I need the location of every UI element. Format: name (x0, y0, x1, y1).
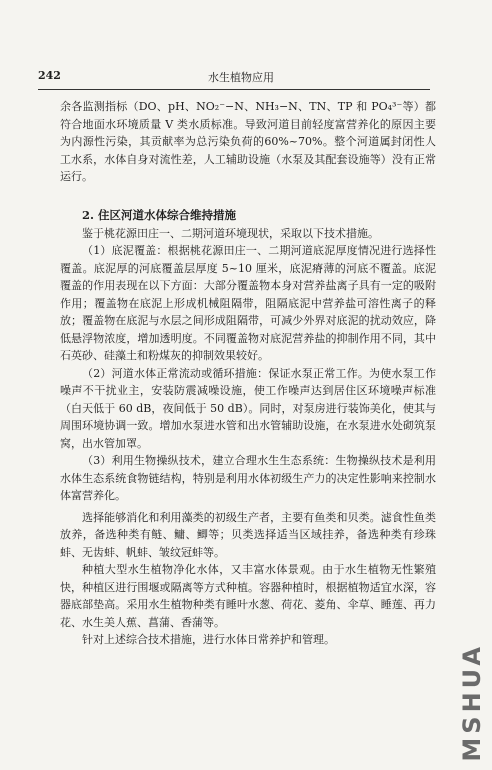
header-divider (38, 89, 430, 90)
paragraph-intro: 余各监测指标（DO、pH、NO₂⁻−N、NH₃−N、TN、TP 和 PO₄³⁻等）都符合地面水环境质量 V 类水质标准。导致河道目前轻度富营养化的原因主要为内源性污染，其贡献率为总污染负荷的60%~70%。整个河道属封闭性人工水系，水体自身对流性差，人工辅助设施（水泵及其配套设施等）没有正常运行。 (60, 100, 436, 183)
paragraph-lead: 鉴于桃花源田庄一、二期河道环境现状，采取以下技术措施。 (82, 226, 379, 240)
running-title: 水生植物应用 (208, 71, 274, 84)
paragraph-measure-3b: 种植大型水生植物净化水体，又丰富水体景观。由于水生植物无性繁殖快，种植区进行围堰或隔离等方式种植。容器种植时，根据植物适宜水深，容器底部垫高。采用水生植物种类有睡叶水葱、荷花、菱角、伞草、睡莲、再力花、水生美人蕉、菖蒲、香蒲等。 (60, 563, 436, 629)
watermark: MSHUA (458, 643, 486, 762)
paragraph-measure-2: （2）河道水体正常流动或循环措施：保证水泵正常工作。为使水泵工作噪声不干扰业主，安装防震减噪设施，使工作噪声达到居住区环境噪声标准（白天低于 60 dB，夜间低于 50 dB）。同时，对泵房进行装饰美化，使其与周围环境协调一致。增加水泵进水管和出水管辅助设施，在水泵进水处砌筑泵窝，出水管加罩。 (60, 366, 436, 450)
body-text (60, 98, 436, 649)
page-number: 242 (38, 69, 61, 82)
paragraph-closing: 针对上述综合技术措施，进行水体日常养护和管理。 (82, 633, 335, 646)
page-header (38, 66, 432, 88)
paragraph-measure-1: （1）底泥覆盖：根据桃花源田庄一、二期河道底泥厚度情况进行选择性覆盖。底泥厚的河底覆盖层厚度 5~10 厘米，底泥瘠薄的河底不覆盖。底泥覆盖的作用表现在以下方面：大部分覆盖物本身对营养盐离子具有一定的吸附作用；覆盖物在底泥上形成机械阻隔带，阻隔底泥中营养盐可溶性离子的释放；覆盖物在底泥与水层之间形成阻隔带，可减少外界对底泥的扰动效应，降低悬浮物浓度，增加透明度。不同覆盖物对底泥营养盐的抑制作用不同，其中石英砂、硅藻土和粉煤灰的抑制效果较好。 (60, 244, 436, 362)
paragraph-measure-3: （3）利用生物操纵技术，建立合理水生生态系统：生物操纵技术是利用水体生态系统食物链结构，特别是利用水体初级生产力的决定性影响来控制水体富营养化。 (60, 454, 436, 502)
paragraph-measure-3a: 选择能够消化和利用藻类的初级生产者，主要有鱼类和贝类。滤食性鱼类放养，备选种类有鲢、鳙、鲫等；贝类选择适当区域挂养，备选种类有珍珠蚌、无齿蚌、帆蚌、皱纹冠蚌等。 (60, 510, 436, 559)
section-heading: 2. 住区河道水体综合维持措施 (82, 207, 237, 222)
